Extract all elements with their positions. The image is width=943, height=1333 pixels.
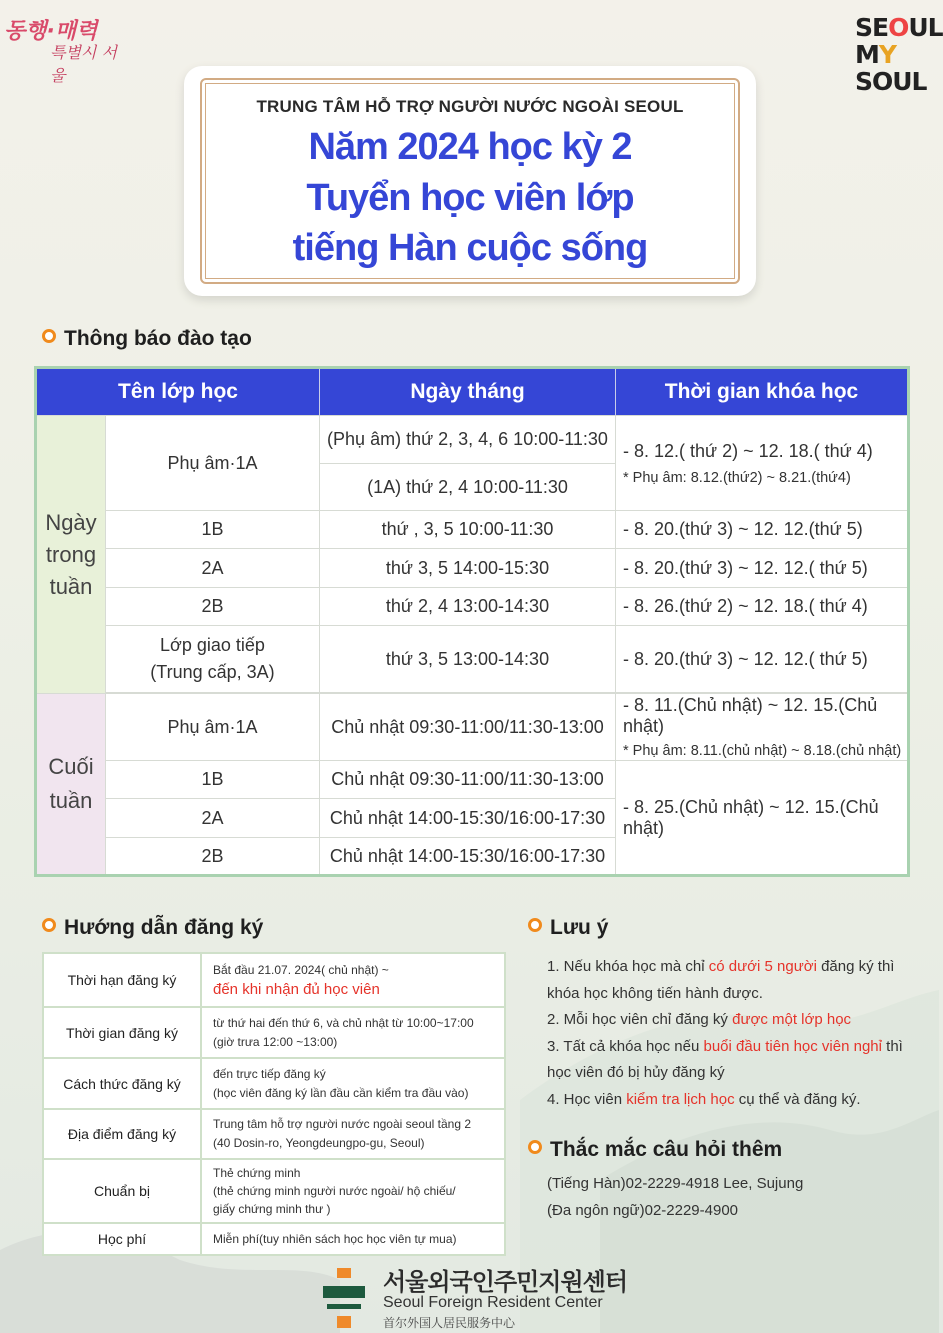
table-row [36,694,909,761]
period-cell: - 8. 20.(thứ 3) ~ 12. 12.( thứ 5) [616,626,909,693]
contact-list [547,1170,917,1224]
notes-heading: Lưu ý [528,916,608,940]
seoul-city-logo: 동행·매력 특별시 서울 [4,19,117,85]
class-cell: Lớp giao tiếp (Trung cấp, 3A) [106,626,320,693]
title-line-2: Tuyển học viên lớp [306,177,634,219]
registration-heading: Hướng dẫn đăng ký [42,916,263,940]
date-cell: Chủ nhật 14:00-15:30/16:00-17:30 [320,838,616,876]
schedule-table [34,366,910,877]
table-header-row [36,368,909,416]
group-weekend: Cuối tuần [36,694,106,876]
table-row [36,588,909,626]
period-cell: - 8. 25.(Chủ nhật) ~ 12. 15.(Chủ nhật) [616,761,909,876]
date-cell: (Phụ âm) thứ 2, 3, 4, 6 10:00-11:30 [320,416,616,464]
class-cell: 2A [106,549,320,588]
table-row [36,511,909,549]
col-class-name: Tên lớp học [36,368,320,416]
group-weekday: Ngày trong tuần [36,416,106,694]
class-cell: 2B [106,588,320,626]
table-row: Chuẩn bị Thẻ chứng minh (thẻ chứng minh người nước ngoài/ hộ chiếu/ giấy chứng minh thư ) [43,1159,505,1223]
date-cell: Chủ nhật 14:00-15:30/16:00-17:30 [320,799,616,838]
table-row: Học phí Miễn phí(tuy nhiên sách học học viên tự mua) [43,1223,505,1255]
registration-table [42,952,506,1256]
contact-korean: (Tiếng Hàn)02-2229-4918 Lee, Sujung [547,1175,804,1192]
col-period: Thời gian khóa học [616,368,909,416]
class-cell: Phụ âm·1A [106,416,320,511]
date-cell: thứ 2, 4 13:00-14:30 [320,588,616,626]
class-cell: 1B [106,511,320,549]
table-row: Thời gian đăng ký từ thứ hai đến thứ 6, và chủ nhật từ 10:00~17:00 (giờ trưa 12:00 ~13:00) [43,1007,505,1058]
contact-multilingual: (Đa ngôn ngữ)02-2229-4900 [547,1202,739,1219]
class-cell: 1B [106,761,320,799]
date-cell: thứ , 3, 5 10:00-11:30 [320,511,616,549]
note-item: 3. Tất cả khóa học nếu buổi đầu tiên học viên nghỉ thì học viên đó bị hủy đăng ký [547,1037,903,1081]
col-date: Ngày tháng [320,368,616,416]
table-row [36,761,909,799]
table-row [36,626,909,693]
class-cell: 2A [106,799,320,838]
note-item: 4. Học viên kiểm tra lịch học cụ thể và đăng ký. [547,1090,861,1108]
center-logo [323,1268,365,1330]
note-item: 2. Mỗi học viên chỉ đăng ký được một lớp học [547,1011,852,1028]
period-cell: - 8. 12.( thứ 2) ~ 12. 18.( thứ 4) * Phụ âm: 8.12.(thứ2) ~ 8.21.(thứ4) [616,416,909,511]
title-card [184,66,756,296]
period-cell: - 8. 26.(thứ 2) ~ 12. 18.( thứ 4) [616,588,909,626]
class-cell: Phụ âm·1A [106,694,320,761]
table-row: Thời hạn đăng ký Bắt đầu 21.07. 2024( chủ nhật) ~ đến khi nhận đủ học viên [43,953,505,1007]
date-cell: thứ 3, 5 14:00-15:30 [320,549,616,588]
date-cell: Chủ nhật 09:30-11:00/11:30-13:00 [320,694,616,761]
seoul-my-soul-logo: SEOUL MY SOUL [855,13,943,96]
training-heading: Thông báo đào tạo [42,327,252,351]
title-line-1: Năm 2024 học kỳ 2 [308,126,632,168]
footer-chinese-name: 首尔外国人居民服务中心 [383,1316,516,1330]
date-cell: (1A) thứ 2, 4 10:00-11:30 [320,464,616,511]
table-row [36,416,909,464]
period-cell: - 8. 20.(thứ 3) ~ 12. 12.( thứ 5) [616,549,909,588]
period-cell: - 8. 20.(thứ 3) ~ 12. 12.(thứ 5) [616,511,909,549]
title-line-3: tiếng Hàn cuộc sống [292,227,648,269]
period-cell: - 8. 11.(Chủ nhật) ~ 12. 15.(Chủ nhật) * Phụ âm: 8.11.(chủ nhật) ~ 8.18.(chủ nhật) [616,694,909,761]
table-row: Cách thức đăng ký đến trực tiếp đăng ký (học viên đăng ký lần đầu cần kiểm tra đầu vào) [43,1058,505,1109]
date-cell: Chủ nhật 09:30-11:00/11:30-13:00 [320,761,616,799]
table-row [36,549,909,588]
note-item: 1. Nếu khóa học mà chỉ có dưới 5 người đăng ký thì khóa học không tiến hành được. [547,958,895,1002]
center-name: TRUNG TÂM HỖ TRỢ NGƯỜI NƯỚC NGOÀI SEOUL [256,97,684,116]
notes-list [547,954,917,1113]
table-row: Địa điểm đăng ký Trung tâm hỗ trợ người nước ngoài seoul tầng 2 (40 Dosin-ro, Yeongdeungpo-gu, Seoul) [43,1109,505,1159]
class-cell: 2B [106,838,320,876]
footer-korean-name: 서울외국인주민지원센터 [383,1268,628,1296]
contact-heading: Thắc mắc câu hỏi thêm [528,1138,782,1162]
footer-english-name: Seoul Foreign Resident Center [383,1294,603,1311]
date-cell: thứ 3, 5 13:00-14:30 [320,626,616,693]
